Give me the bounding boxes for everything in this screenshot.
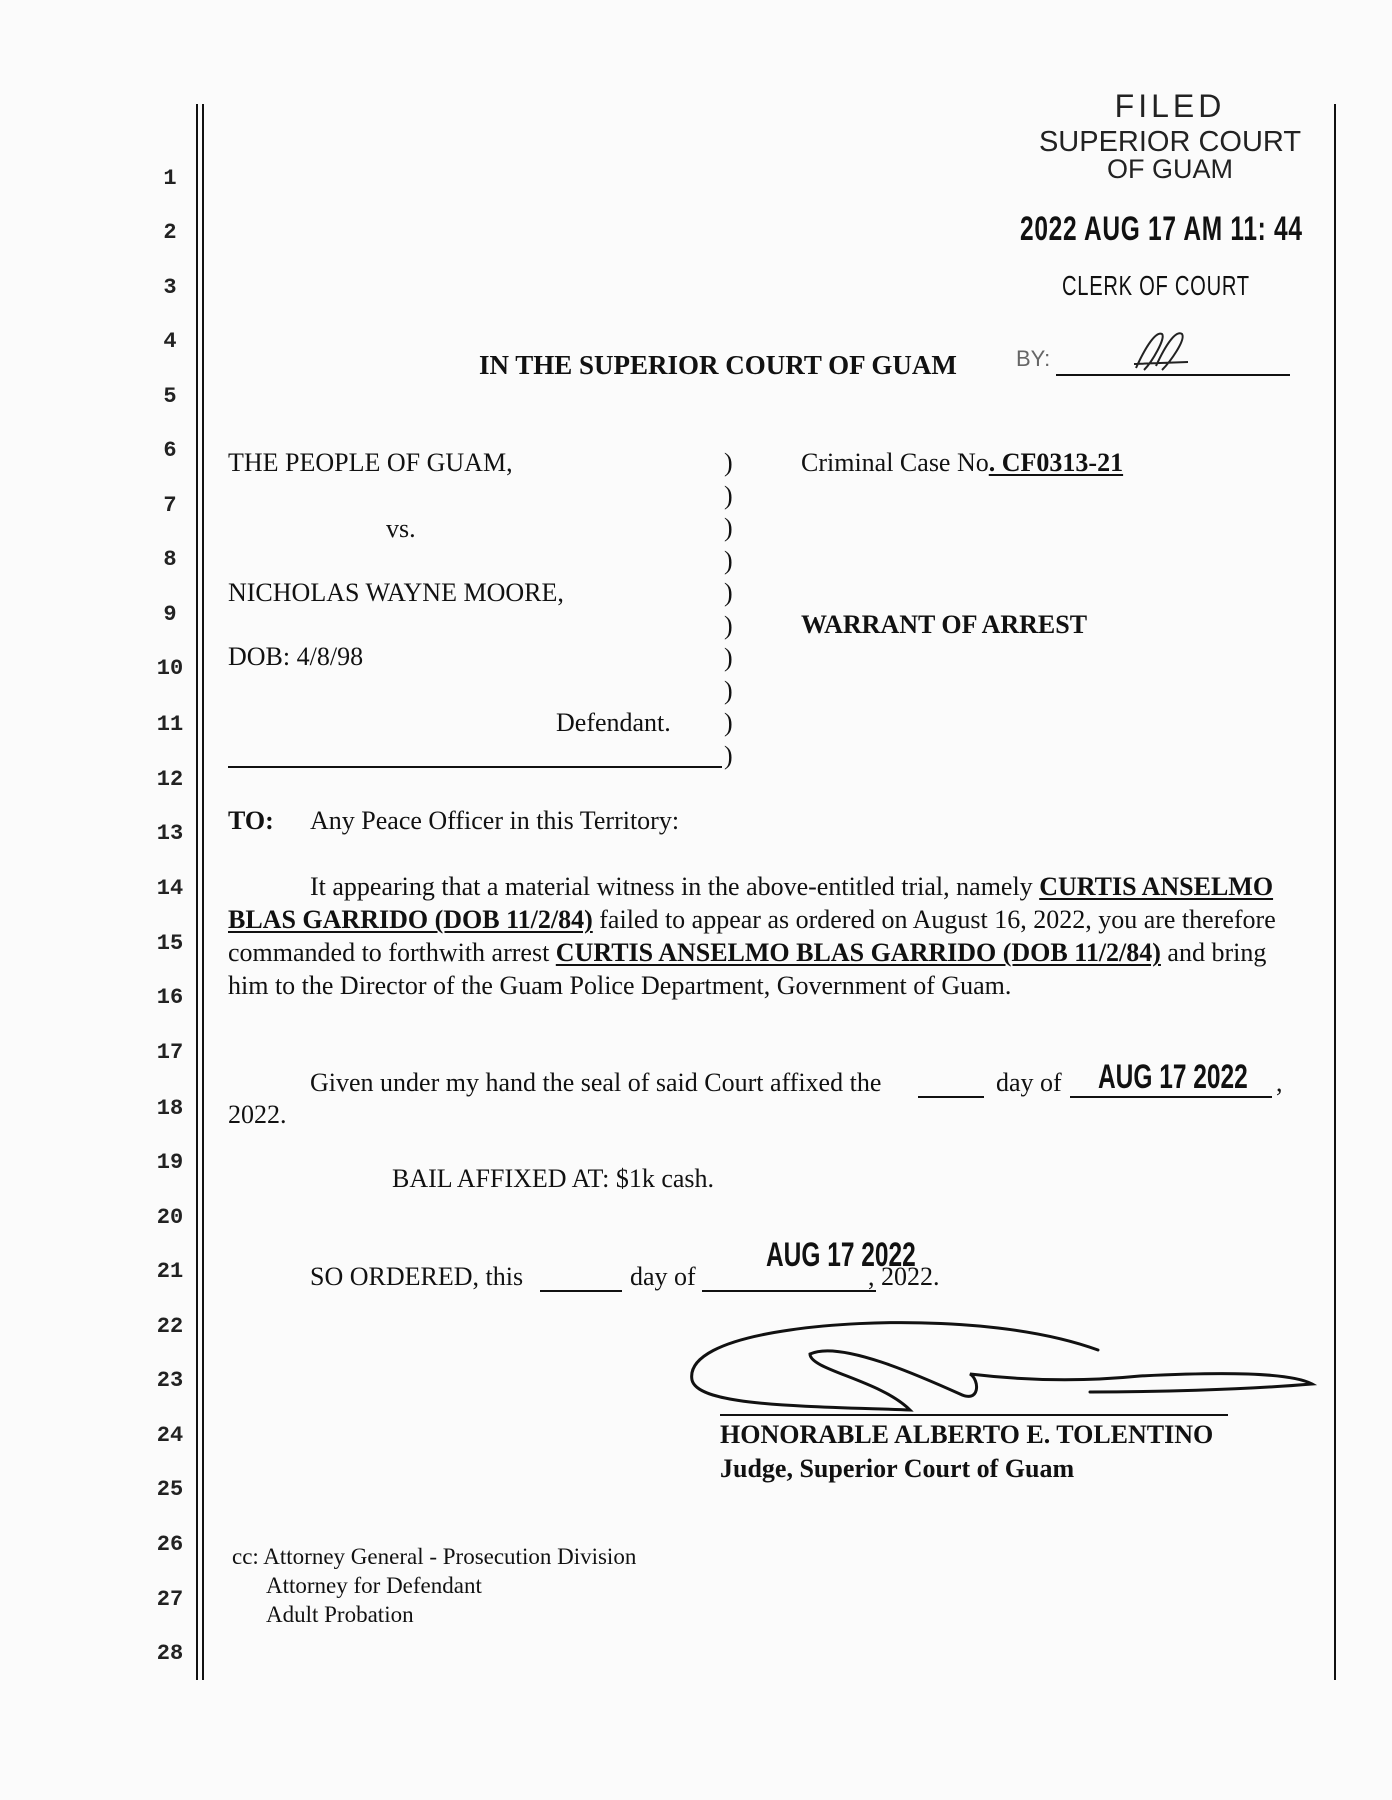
line-number: 21 — [156, 1259, 184, 1284]
left-margin-rule-inner — [202, 104, 204, 1680]
line-number: 27 — [156, 1587, 184, 1612]
caption-paren: ) — [724, 643, 733, 672]
given-year: 2022. — [228, 1100, 287, 1129]
defendant-dob: DOB: 4/8/98 — [228, 642, 364, 671]
line-number: 15 — [156, 931, 184, 956]
case-number — [801, 448, 1123, 478]
court-heading: IN THE SUPERIOR COURT OF GUAM — [479, 350, 957, 380]
line-number: 4 — [163, 329, 177, 354]
witness-name-cont: BLAS GARRIDO (DOB 11/2/84) — [228, 905, 593, 934]
line-number: 24 — [156, 1423, 184, 1448]
case-number-value: . CF0313-21 — [988, 448, 1124, 477]
caption-paren: ) — [724, 740, 733, 770]
to-addressee: Any Peace Officer in this Territory: — [310, 806, 680, 835]
plaintiff-name: THE PEOPLE OF GUAM, — [228, 448, 513, 477]
bail-amount: BAIL AFFIXED AT: $1k cash. — [392, 1164, 715, 1193]
given-day-blank — [918, 1096, 984, 1098]
line-number: 11 — [156, 712, 184, 737]
paragraph-line-4: him to the Director of the Guam Police Department, Government of Guam. — [228, 971, 1012, 1000]
line-number: 20 — [156, 1205, 184, 1230]
filed-stamp-title: FILED — [1114, 88, 1226, 124]
left-margin-rule-outer — [196, 104, 198, 1680]
line-number: 6 — [163, 438, 177, 463]
paragraph-text: failed to appear as ordered on August 16, 2022, you are therefore — [592, 905, 1276, 934]
defendant-label: Defendant. — [556, 708, 671, 737]
to-label: TO: — [228, 806, 274, 835]
line-number: 26 — [156, 1532, 184, 1557]
versus-label: vs. — [386, 514, 416, 543]
document-title: WARRANT OF ARREST — [801, 610, 1088, 639]
judge-title: Judge, Superior Court of Guam — [720, 1454, 1075, 1483]
ordered-year: , 2022. — [868, 1262, 940, 1291]
line-number: 5 — [163, 384, 177, 409]
paragraph-text: and bring — [1160, 938, 1267, 967]
caption-paren: ) — [724, 578, 733, 607]
line-number: 3 — [163, 275, 177, 300]
ordered-date-blank — [702, 1290, 876, 1292]
line-number: 25 — [156, 1477, 184, 1502]
right-margin-rule — [1334, 104, 1336, 1680]
paragraph-line-2 — [228, 905, 1276, 935]
ordered-clause: SO ORDERED, this — [310, 1262, 524, 1291]
caption-paren: ) — [724, 448, 733, 477]
line-number: 19 — [156, 1150, 184, 1175]
ordered-day-of: day of — [630, 1262, 696, 1291]
line-number: 14 — [156, 876, 184, 901]
caption-paren: ) — [724, 545, 733, 575]
given-clause: Given under my hand the seal of said Court affixed the — [310, 1068, 882, 1097]
signature-line — [720, 1414, 1228, 1416]
cc-line-1: cc: Attorney General - Prosecution Division — [232, 1544, 637, 1569]
caption-paren: ) — [724, 480, 733, 510]
line-number: 10 — [156, 656, 184, 681]
ordered-date-stamp: AUG 17 2022 — [766, 1236, 916, 1274]
line-number: 16 — [156, 985, 184, 1010]
line-number: 23 — [156, 1368, 184, 1393]
line-number: 12 — [156, 767, 184, 792]
cc-line-2: Attorney for Defendant — [266, 1573, 482, 1598]
line-number: 18 — [156, 1096, 184, 1121]
paragraph-line-1 — [310, 872, 1273, 902]
line-number: 17 — [156, 1040, 184, 1065]
caption-paren: ) — [724, 708, 733, 737]
line-number: 1 — [163, 166, 177, 191]
ordered-day-blank — [540, 1290, 622, 1292]
paragraph-text: It appearing that a material witness in the above-entitled trial, namely — [310, 872, 1040, 901]
case-number-prefix: Criminal Case No — [801, 448, 989, 477]
defendant-name: NICHOLAS WAYNE MOORE, — [228, 578, 564, 607]
filed-stamp-datetime: 2022 AUG 17 AM 11: 44 — [1020, 210, 1303, 248]
judge-name: HONORABLE ALBERTO E. TOLENTINO — [720, 1420, 1214, 1449]
given-date-stamp: AUG 17 2022 — [1098, 1058, 1248, 1096]
given-day-of: day of — [996, 1068, 1062, 1097]
witness-name-repeat: CURTIS ANSELMO BLAS GARRIDO (DOB 11/2/84) — [555, 938, 1161, 967]
line-number: 8 — [163, 547, 177, 572]
clerk-initials-signature — [1126, 326, 1206, 376]
paragraph-line-3 — [228, 938, 1266, 968]
filed-stamp-by: BY: — [1016, 346, 1051, 371]
filed-stamp-court: SUPERIOR COURT — [1038, 126, 1302, 158]
filed-stamp-clerk: CLERK OF COURT — [1062, 270, 1250, 301]
caption-paren: ) — [724, 675, 733, 705]
filed-stamp-court-place: OF GUAM — [1107, 154, 1233, 184]
cc-line-3: Adult Probation — [266, 1602, 414, 1627]
caption-paren: ) — [724, 610, 733, 640]
line-number: 13 — [156, 821, 184, 846]
line-number: 28 — [156, 1641, 184, 1666]
line-number: 9 — [163, 602, 177, 627]
caption-bottom-line — [228, 766, 722, 768]
line-number: 7 — [163, 493, 177, 518]
caption-paren: ) — [724, 513, 733, 542]
witness-name: CURTIS ANSELMO — [1039, 872, 1274, 901]
line-number: 22 — [156, 1314, 184, 1339]
paragraph-text: commanded to forthwith arrest — [228, 938, 556, 967]
given-comma: , — [1276, 1068, 1283, 1097]
line-number: 2 — [163, 220, 177, 245]
judge-signature — [680, 1310, 1320, 1420]
